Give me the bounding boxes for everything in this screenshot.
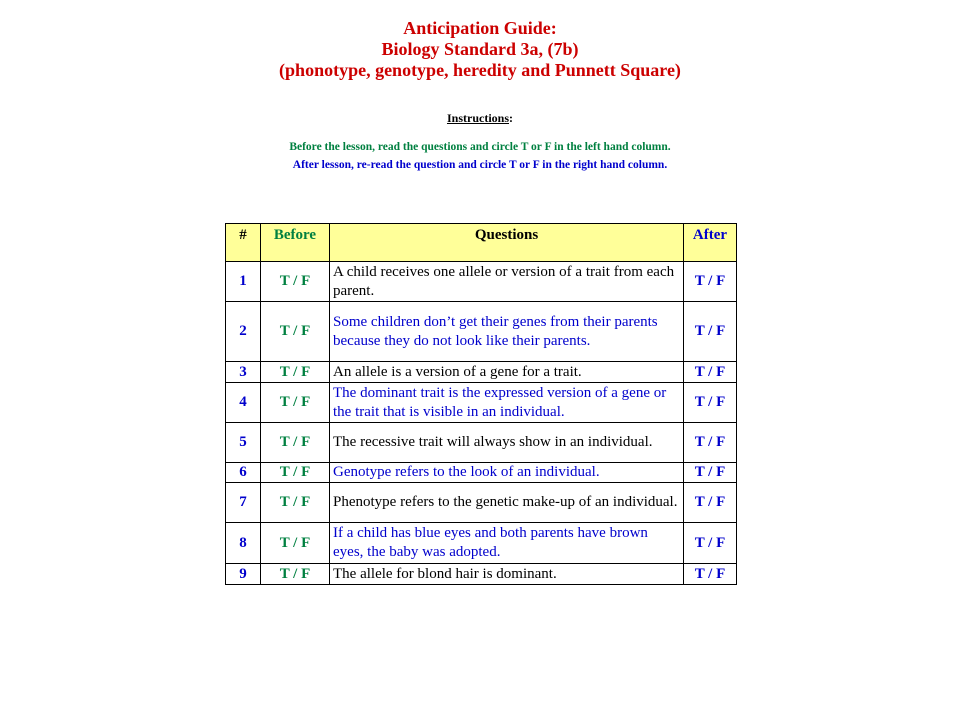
before-true-false[interactable]: T / F <box>261 262 330 302</box>
row-number: 5 <box>226 423 261 463</box>
question-text: Genotype refers to the look of an individual. <box>330 463 684 483</box>
question-text: If a child has blue eyes and both parents have brown eyes, the baby was adopted. <box>330 523 684 564</box>
header-number: # <box>226 224 261 262</box>
after-true-false[interactable]: T / F <box>684 423 737 463</box>
before-true-false[interactable]: T / F <box>261 564 330 585</box>
row-number: 4 <box>226 383 261 423</box>
table-row <box>226 262 737 302</box>
question-text: The allele for blond hair is dominant. <box>330 564 684 585</box>
before-true-false[interactable]: T / F <box>261 362 330 383</box>
title-line-2: Biology Standard 3a, (7b) <box>381 39 579 59</box>
instructions-heading <box>0 111 960 126</box>
table-header-row <box>226 224 737 262</box>
question-text: The recessive trait will always show in an individual. <box>330 423 684 463</box>
table-row <box>226 463 737 483</box>
instruction-after-line: After lesson, re-read the question and circle T or F in the right hand column. <box>292 159 668 171</box>
table-body <box>226 262 737 585</box>
before-true-false[interactable]: T / F <box>261 383 330 423</box>
header-before: Before <box>261 224 330 262</box>
before-true-false[interactable]: T / F <box>261 523 330 564</box>
question-text: A child receives one allele or version of a trait from each parent. <box>330 262 684 302</box>
row-number: 9 <box>226 564 261 585</box>
title-line-3: (phonotype, genotype, heredity and Punnett Square) <box>279 60 681 80</box>
title-line-1: Anticipation Guide: <box>403 18 557 38</box>
title-block <box>0 18 960 81</box>
table-row <box>226 383 737 423</box>
instructions-label: Instructions <box>446 111 509 125</box>
before-true-false[interactable]: T / F <box>261 463 330 483</box>
row-number: 7 <box>226 483 261 523</box>
table-row <box>226 523 737 564</box>
row-number: 8 <box>226 523 261 564</box>
before-true-false[interactable]: T / F <box>261 302 330 362</box>
after-true-false[interactable]: T / F <box>684 483 737 523</box>
before-true-false[interactable]: T / F <box>261 423 330 463</box>
anticipation-table <box>225 223 737 585</box>
question-text: Some children don’t get their genes from their parents because they do not look like their parents. <box>330 302 684 362</box>
after-true-false[interactable]: T / F <box>684 463 737 483</box>
table-row <box>226 483 737 523</box>
question-text: The dominant trait is the expressed version of a gene or the trait that is visible in an individual. <box>330 383 684 423</box>
question-text: Phenotype refers to the genetic make-up of an individual. <box>330 483 684 523</box>
table-row <box>226 423 737 463</box>
header-after: After <box>684 224 737 262</box>
table-row <box>226 362 737 383</box>
table-row <box>226 564 737 585</box>
row-number: 1 <box>226 262 261 302</box>
row-number: 3 <box>226 362 261 383</box>
instruction-before-line: Before the lesson, read the questions and circle T or F in the left hand column. <box>289 141 671 153</box>
after-true-false[interactable]: T / F <box>684 302 737 362</box>
after-true-false[interactable]: T / F <box>684 262 737 302</box>
after-true-false[interactable]: T / F <box>684 383 737 423</box>
row-number: 2 <box>226 302 261 362</box>
after-true-false[interactable]: T / F <box>684 523 737 564</box>
after-true-false[interactable]: T / F <box>684 362 737 383</box>
instructions-colon: : <box>509 111 513 125</box>
after-true-false[interactable]: T / F <box>684 564 737 585</box>
question-text: An allele is a version of a gene for a trait. <box>330 362 684 383</box>
table-row <box>226 302 737 362</box>
header-questions: Questions <box>330 224 684 262</box>
row-number: 6 <box>226 463 261 483</box>
before-true-false[interactable]: T / F <box>261 483 330 523</box>
